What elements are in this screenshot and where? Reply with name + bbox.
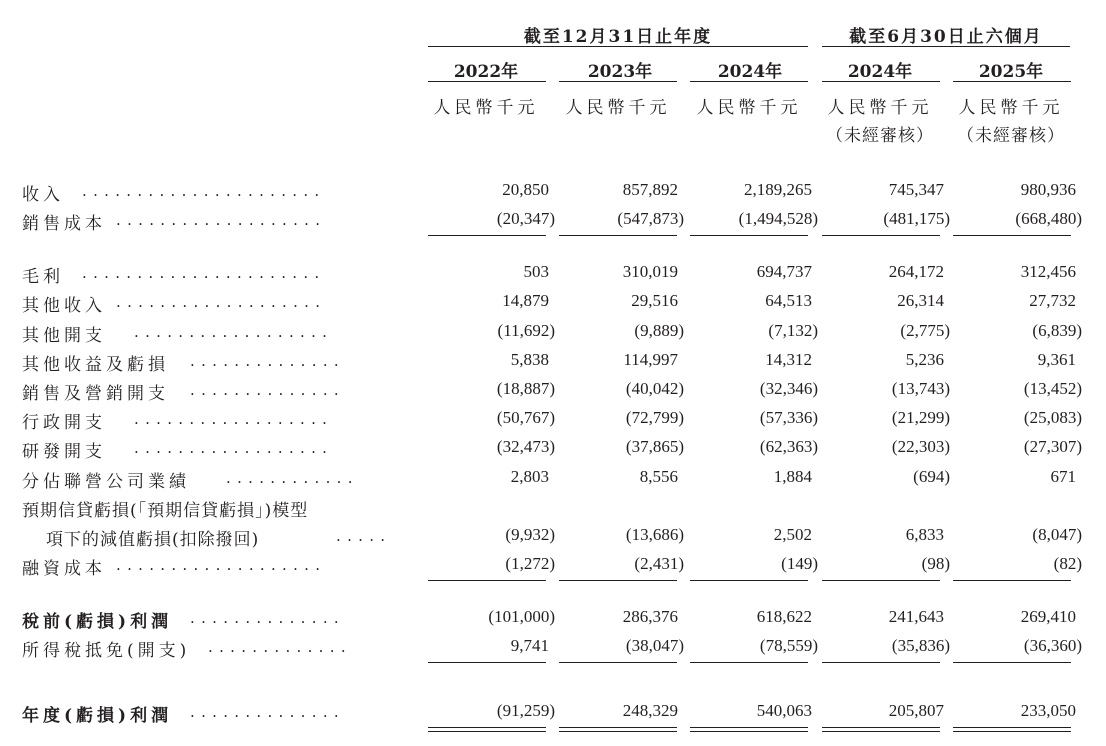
row-value-col4: (13,743): [891, 379, 950, 398]
row-label: 毛利: [22, 267, 64, 287]
unit-header-2: 人民幣千元: [565, 98, 671, 118]
row-value-col3: (57,336): [759, 408, 818, 427]
row-value-col4: 264,172: [888, 262, 944, 281]
row-value-col2: (9,889): [634, 321, 684, 340]
leader-dots: ............: [226, 469, 359, 487]
row-value-col1: (9,932): [505, 525, 555, 544]
row-label: 銷售及營銷開支: [22, 384, 169, 404]
total-rule: [559, 235, 677, 236]
leader-dots: .............: [208, 638, 352, 656]
row-label: 所得稅抵免(開支): [22, 641, 191, 661]
row-label: 研發開支: [22, 442, 106, 462]
total-rule: [953, 662, 1071, 663]
row-value-col2: (547,873): [617, 209, 684, 228]
group-header-interim: 截至6月30日止六個月: [849, 27, 1043, 47]
year-rule-1: [428, 81, 546, 82]
total-rule: [953, 727, 1071, 728]
row-value-col4: (35,836): [891, 636, 950, 655]
row-value-col5: (36,360): [1023, 636, 1082, 655]
row-value-col5: (25,083): [1023, 408, 1082, 427]
row-value-col2: 857,892: [622, 180, 678, 199]
row-label: 融資成本: [22, 559, 106, 579]
unit-header-5: 人民幣千元: [958, 98, 1064, 118]
leader-dots: ...................: [116, 293, 327, 311]
row-label: 收入: [22, 185, 64, 205]
group-header-annual: 截至12月31日止年度: [523, 27, 713, 47]
row-value-col2: (13,686): [625, 525, 684, 544]
leader-dots: ..............: [190, 609, 345, 627]
row-value-col1: 2,803: [510, 467, 549, 486]
total-double-rule: [822, 731, 940, 732]
row-value-col2: (72,799): [625, 408, 684, 427]
total-rule: [690, 235, 808, 236]
total-rule: [690, 580, 808, 581]
year-rule-2: [559, 81, 677, 82]
row-value-col3: 694,737: [756, 262, 812, 281]
row-label: 其他收入: [22, 296, 106, 316]
unit-header-4: 人民幣千元: [827, 98, 933, 118]
row-value-col4: 5,236: [905, 350, 944, 369]
row-value-col4: 241,643: [888, 607, 944, 626]
total-rule: [559, 727, 677, 728]
total-rule: [559, 662, 677, 663]
year-header-5: 2025年: [978, 62, 1044, 82]
row-label: 其他開支: [22, 326, 106, 346]
group-rule-annual: [428, 46, 808, 47]
total-rule: [822, 235, 940, 236]
row-label: 年度(虧損)利潤: [22, 706, 173, 726]
row-value-col2: 114,997: [623, 350, 678, 369]
row-value-col3: (32,346): [759, 379, 818, 398]
row-label-line1: 預期信貸虧損(「預期信貸虧損」)模型: [22, 501, 309, 521]
leader-dots: ..................: [134, 410, 334, 428]
year-header-1: 2022年: [453, 62, 519, 82]
leader-dots: ......................: [82, 182, 326, 200]
unaudited-note-4: （未經審核）: [826, 126, 934, 146]
row-value-col2: (40,042): [625, 379, 684, 398]
row-value-col3: 618,622: [756, 607, 812, 626]
row-value-col1: (101,000): [488, 607, 555, 626]
group-rule-interim: [822, 46, 1070, 47]
row-value-col3: 2,502: [773, 525, 812, 544]
total-rule: [428, 580, 546, 581]
row-value-col3: (7,132): [768, 321, 818, 340]
row-value-col5: 980,936: [1020, 180, 1076, 199]
total-rule: [428, 727, 546, 728]
row-value-col5: (668,480): [1015, 209, 1082, 228]
row-value-col4: (21,299): [891, 408, 950, 427]
row-label: 銷售成本: [22, 214, 106, 234]
row-value-col5: 233,050: [1020, 701, 1076, 720]
year-header-2: 2023年: [587, 62, 653, 82]
row-value-col4: 26,314: [897, 291, 944, 310]
year-rule-5: [953, 81, 1071, 82]
row-value-col2: 248,329: [622, 701, 678, 720]
total-double-rule: [559, 731, 677, 732]
leader-dots: ...................: [116, 211, 327, 229]
row-value-col1: (18,887): [496, 379, 555, 398]
leader-dots: ..................: [134, 439, 334, 457]
total-rule: [690, 662, 808, 663]
row-value-col5: 312,456: [1020, 262, 1076, 281]
row-label: 分佔聯營公司業績: [22, 472, 190, 492]
row-value-col3: (62,363): [759, 437, 818, 456]
row-value-col3: 64,513: [765, 291, 812, 310]
total-rule: [428, 235, 546, 236]
total-rule: [559, 580, 677, 581]
total-double-rule: [428, 731, 546, 732]
row-value-col2: 29,516: [631, 291, 678, 310]
row-value-col1: (32,473): [496, 437, 555, 456]
row-value-col5: (13,452): [1023, 379, 1082, 398]
year-header-4: 2024年: [847, 62, 913, 82]
total-rule: [822, 662, 940, 663]
row-value-col5: (27,307): [1023, 437, 1082, 456]
row-value-col1: (50,767): [496, 408, 555, 427]
row-value-col2: (37,865): [625, 437, 684, 456]
row-value-col2: (38,047): [625, 636, 684, 655]
row-value-col4: (694): [913, 467, 950, 486]
leader-dots: ..................: [134, 323, 334, 341]
row-value-col4: (98): [921, 554, 950, 573]
total-rule: [822, 580, 940, 581]
row-value-col2: 286,376: [622, 607, 678, 626]
total-double-rule: [953, 731, 1071, 732]
row-value-col1: 20,850: [502, 180, 549, 199]
row-label: 稅前(虧損)利潤: [22, 612, 173, 632]
total-rule: [953, 580, 1071, 581]
row-value-col2: 8,556: [639, 467, 678, 486]
row-value-col2: 310,019: [622, 262, 678, 281]
row-value-col5: 269,410: [1020, 607, 1076, 626]
row-label: 其他收益及虧損: [22, 355, 169, 375]
row-value-col1: 503: [523, 262, 549, 281]
row-value-col1: (91,259): [496, 701, 555, 720]
row-value-col3: (78,559): [759, 636, 818, 655]
row-value-col5: (6,839): [1032, 321, 1082, 340]
row-value-col3: 14,312: [765, 350, 812, 369]
row-value-col1: (20,347): [496, 209, 555, 228]
unaudited-note-5: （未經審核）: [957, 126, 1065, 146]
leader-dots: ......................: [82, 264, 326, 282]
unit-header-1: 人民幣千元: [433, 98, 539, 118]
row-value-col4: (481,175): [883, 209, 950, 228]
row-value-col3: (149): [781, 554, 818, 573]
row-value-col5: 671: [1050, 467, 1076, 486]
row-value-col4: 745,347: [888, 180, 944, 199]
row-value-col1: 9,741: [510, 636, 549, 655]
row-value-col3: (1,494,528): [738, 209, 818, 228]
row-value-col4: 6,833: [905, 525, 944, 544]
row-value-col4: 205,807: [888, 701, 944, 720]
row-value-col3: 540,063: [756, 701, 812, 720]
year-rule-3: [690, 81, 808, 82]
row-value-col1: 5,838: [510, 350, 549, 369]
row-label: 行政開支: [22, 413, 106, 433]
row-value-col5: 9,361: [1037, 350, 1076, 369]
row-value-col4: (22,303): [891, 437, 950, 456]
total-rule: [953, 235, 1071, 236]
row-value-col1: (1,272): [505, 554, 555, 573]
row-label: 項下的減值虧損(扣除撥回): [46, 530, 260, 550]
leader-dots: ..............: [190, 352, 345, 370]
row-value-col1: 14,879: [502, 291, 549, 310]
row-value-col1: (11,692): [497, 321, 555, 340]
row-value-col3: 2,189,265: [744, 180, 812, 199]
leader-dots: ..............: [190, 381, 345, 399]
total-rule: [428, 662, 546, 663]
leader-dots: ..............: [190, 703, 345, 721]
total-rule: [822, 727, 940, 728]
leader-dots: ...................: [116, 556, 327, 574]
year-rule-4: [822, 81, 940, 82]
total-double-rule: [690, 731, 808, 732]
row-value-col5: 27,732: [1029, 291, 1076, 310]
leader-dots: .....: [336, 527, 392, 545]
row-value-col5: (8,047): [1032, 525, 1082, 544]
year-header-3: 2024年: [717, 62, 783, 82]
row-value-col3: 1,884: [773, 467, 812, 486]
row-value-col5: (82): [1053, 554, 1082, 573]
row-value-col2: (2,431): [634, 554, 684, 573]
row-value-col4: (2,775): [900, 321, 950, 340]
total-rule: [690, 727, 808, 728]
unit-header-3: 人民幣千元: [696, 98, 802, 118]
